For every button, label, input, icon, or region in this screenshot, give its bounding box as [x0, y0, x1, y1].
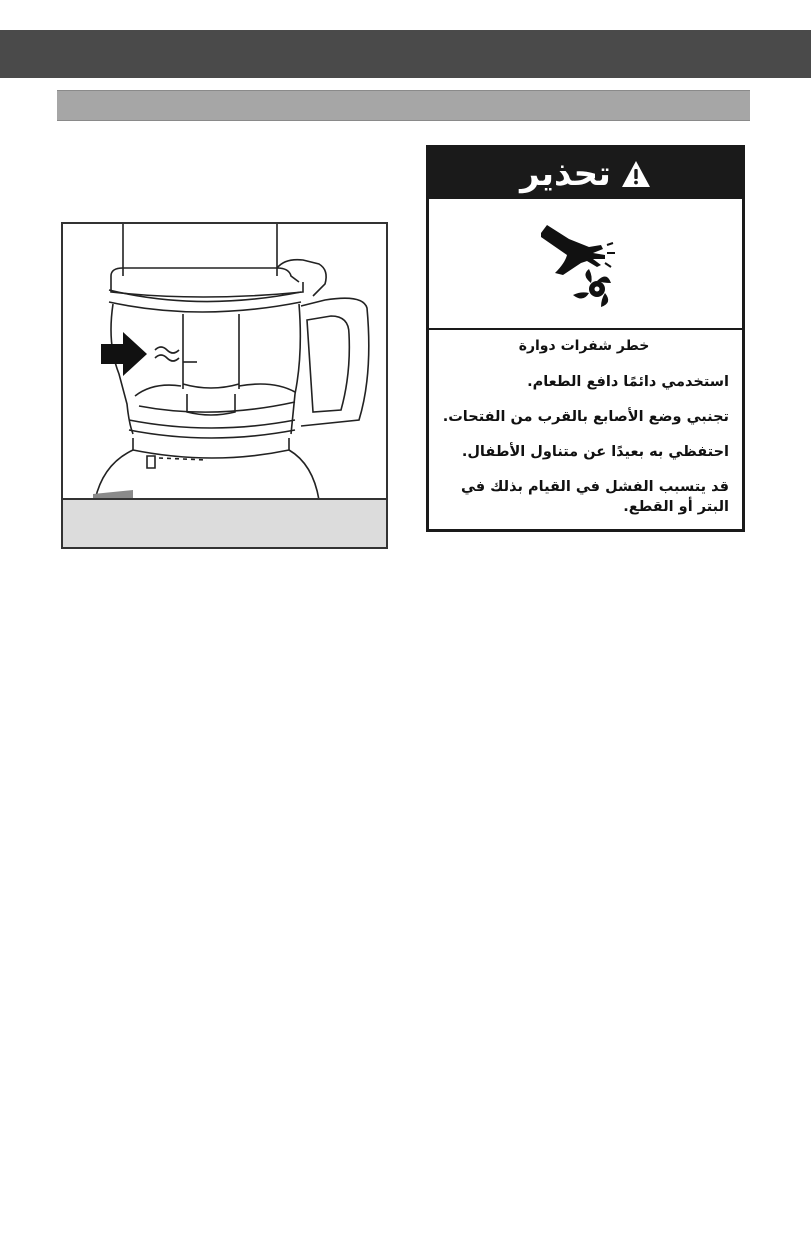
hand-near-rotating-blade-icon: [539, 223, 635, 313]
food-processor-icon: [63, 224, 386, 500]
instruction-item: استخدمي دائمًا دافع الطعام.: [527, 374, 729, 390]
arrow-right-icon: [101, 332, 147, 376]
illustration-caption: [63, 498, 386, 549]
instruction-item: قد يتسبب الفشل في القيام بذلك في البتر أو القطع.: [460, 479, 729, 515]
instruction-item: احتفظي به بعيدًا عن متناول الأطفال.: [461, 444, 729, 460]
warning-title: تحذير: [520, 153, 611, 194]
hazard-symbol-panel: [429, 199, 742, 330]
warning-header: [429, 148, 742, 199]
food-processor-illustration: [61, 222, 388, 549]
warning-instructions: [439, 338, 729, 532]
hazard-title: خطر شفرات دوارة: [518, 338, 650, 354]
section-heading-bar: [57, 90, 750, 121]
header-bar: [0, 30, 811, 78]
instruction-item: تجنبي وضع الأصابع بالقرب من الفتحات.: [442, 409, 729, 425]
warning-box: [426, 145, 745, 532]
warning-triangle-icon: [621, 160, 651, 188]
